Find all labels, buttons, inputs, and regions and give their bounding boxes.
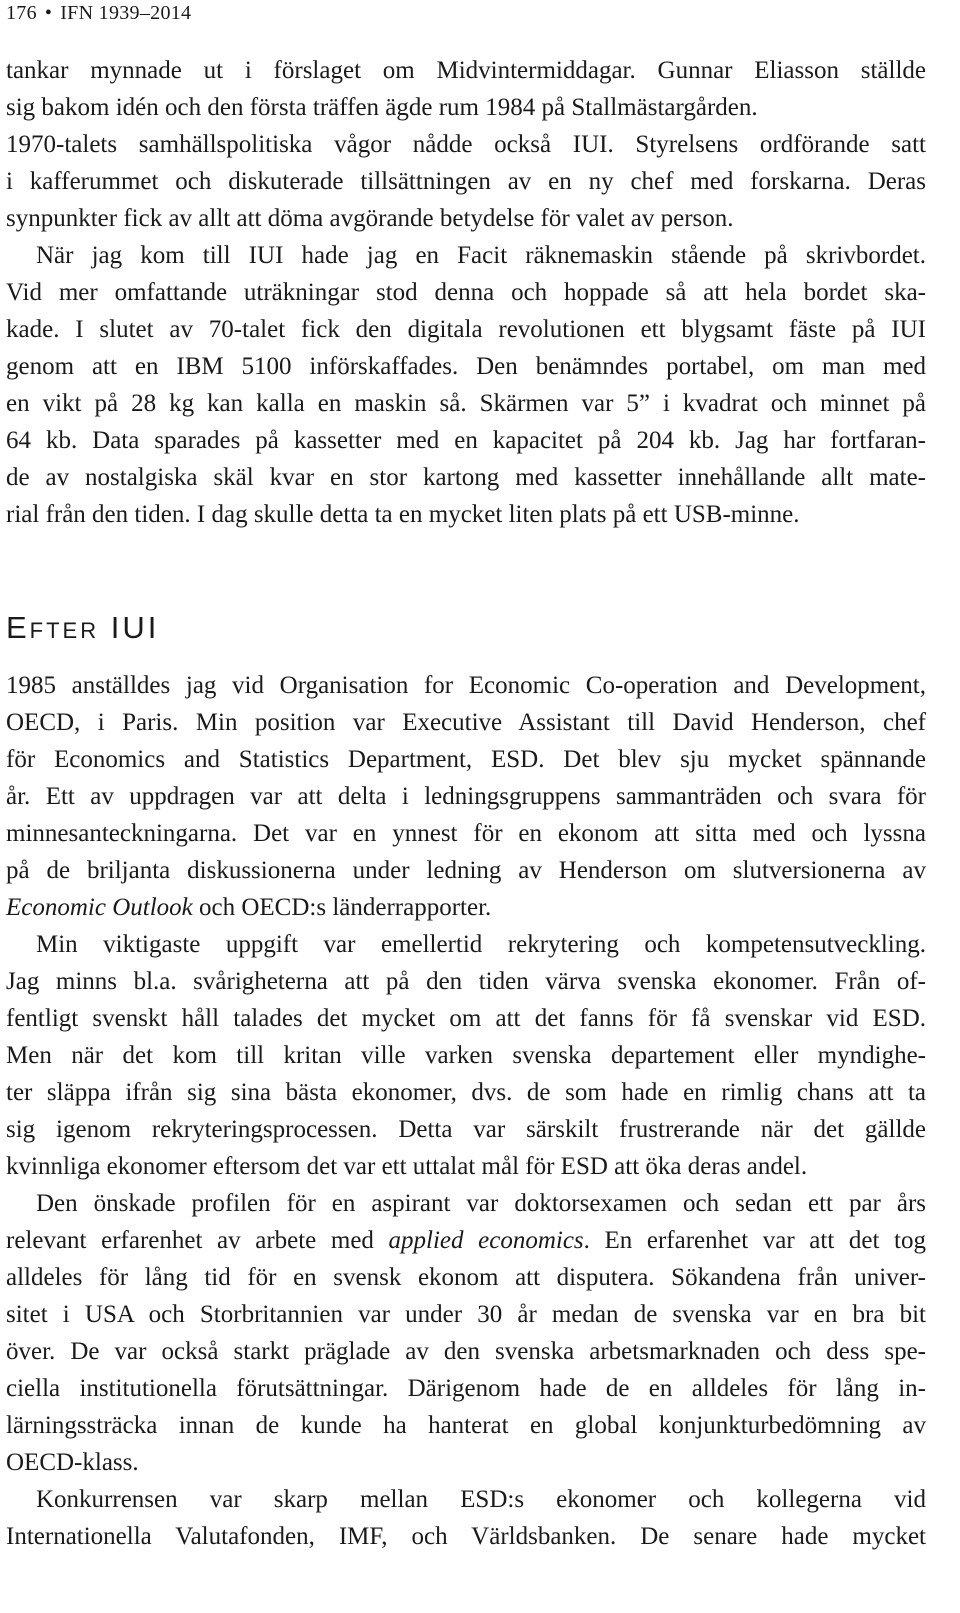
text-line: sig bakom idén och den första träffen ägde rum 1984 på Stallmästargården. <box>6 94 758 121</box>
running-title: IFN 1939–2014 <box>60 2 192 24</box>
text-line: ciella institutionella förutsättningar. Därigenom hade de en alldeles för lång in- <box>6 1375 926 1402</box>
text-line: en vikt på 28 kg kan kalla en maskin så. Skärmen var 5” i kvadrat och minnet på <box>6 390 926 417</box>
text-line: När jag kom till IUI hade jag en Facit räknemaskin stående på skrivbordet. <box>36 242 926 269</box>
text-line: i kafferummet och diskuterade tillsättningen av en ny chef med forskarna. Deras <box>6 168 926 195</box>
text-line: genom att en IBM 5100 införskaffades. Den benämndes portabel, om man med <box>6 353 926 380</box>
text-line: 1970-talets samhällspolitiska vågor nådde också IUI. Styrelsens ordförande satt <box>6 131 926 158</box>
section-heading: Efter IUI <box>6 610 160 645</box>
text-line: sig igenom rekryteringsprocessen. Detta var särskilt frustrerande när det gällde <box>6 1116 926 1143</box>
text-line: ter släppa ifrån sig sina bästa ekonomer, dvs. de som hade en rimlig chans att ta <box>6 1079 926 1106</box>
paragraph-block-1 <box>6 52 926 533</box>
text-line: Konkurrensen var skarp mellan ESD:s ekonomer och kollegerna vid <box>36 1486 926 1513</box>
text-fragment: . En erfarenhet var att det tog <box>583 1227 926 1254</box>
paragraph-block-2 <box>6 667 926 1555</box>
text-line: Men när det kom till kritan ville varken svenska departement eller myndighe- <box>6 1042 926 1069</box>
text-line: kade. I slutet av 70-talet fick den digitala revolutionen ett blygsamt fäste på IUI <box>6 316 926 343</box>
text-line: OECD-klass. <box>6 1449 139 1476</box>
text-line: Internationella Valutafonden, IMF, och Världsbanken. De senare hade mycket <box>6 1523 926 1550</box>
text-line: minnesanteckningarna. Det var en ynnest för en ekonom att sitta med och lyssna <box>6 820 926 847</box>
text-line: de av nostalgiska skäl kvar en stor kartong med kassetter innehållande allt mate- <box>6 464 926 491</box>
text-line: lärningssträcka innan de kunde ha hanterat en global konjunkturbedömning av <box>6 1412 926 1439</box>
text-fragment: relevant erfarenhet av arbete med <box>6 1227 389 1254</box>
text-line <box>6 889 926 926</box>
text-line: år. Ett av uppdragen var att delta i ledningsgruppens sammanträden och svara för <box>6 783 926 810</box>
text-line: 1985 anställdes jag vid Organisation for Economic Co-operation and Development, <box>6 672 926 699</box>
text-line: 64 kb. Data sparades på kassetter med en kapacitet på 204 kb. Jag har fortfaran- <box>6 427 926 454</box>
text-fragment: och OECD:s länderrapporter. <box>192 894 492 921</box>
text-line: Vid mer omfattande uträkningar stod denna och hoppade så att hela bordet ska- <box>6 279 926 306</box>
text-line: OECD, i Paris. Min position var Executive Assistant till David Henderson, chef <box>6 709 926 736</box>
text-line: sitet i USA och Storbritannien var under 30 år medan de svenska var en bra bit <box>6 1301 926 1328</box>
text-line <box>6 1222 926 1259</box>
text-line: rial från den tiden. I dag skulle detta ta en mycket liten plats på ett USB-minne. <box>6 501 800 528</box>
header-separator: • <box>44 2 53 24</box>
text-line: över. De var också starkt präglade av den svenska arbetsmarknaden och dess spe- <box>6 1338 926 1365</box>
page-number: 176 <box>6 2 37 24</box>
italic-title: Economic Outlook <box>6 894 193 921</box>
text-line: fentligt svenskt håll talades det mycket om att det fanns för få svenskar vid ESD. <box>6 1005 926 1032</box>
text-line: kvinnliga ekonomer eftersom det var ett uttalat mål för ESD att öka deras andel. <box>6 1153 808 1180</box>
text-line: Min viktigaste uppgift var emellertid rekrytering och kompetensutveckling. <box>36 931 926 958</box>
text-line: tankar mynnade ut i förslaget om Midvintermiddagar. Gunnar Eliasson ställde <box>6 57 926 84</box>
text-line: synpunkter fick av allt att döma avgörande betydelse för valet av person. <box>6 205 734 232</box>
running-header <box>6 0 191 26</box>
text-line: alldeles för lång tid för en svensk ekonom att disputera. Sökandena från univer- <box>6 1264 926 1291</box>
text-line: för Economics and Statistics Department, ESD. Det blev sju mycket spännande <box>6 746 926 773</box>
text-line: Den önskade profilen för en aspirant var doktorsexamen och sedan ett par års <box>36 1190 926 1217</box>
italic-term: applied economics <box>388 1227 584 1254</box>
text-line: på de briljanta diskussionerna under ledning av Henderson om slutversionerna av <box>6 857 926 884</box>
text-line: Jag minns bl.a. svårigheterna att på den tiden värva svenska ekonomer. Från of- <box>6 968 926 995</box>
